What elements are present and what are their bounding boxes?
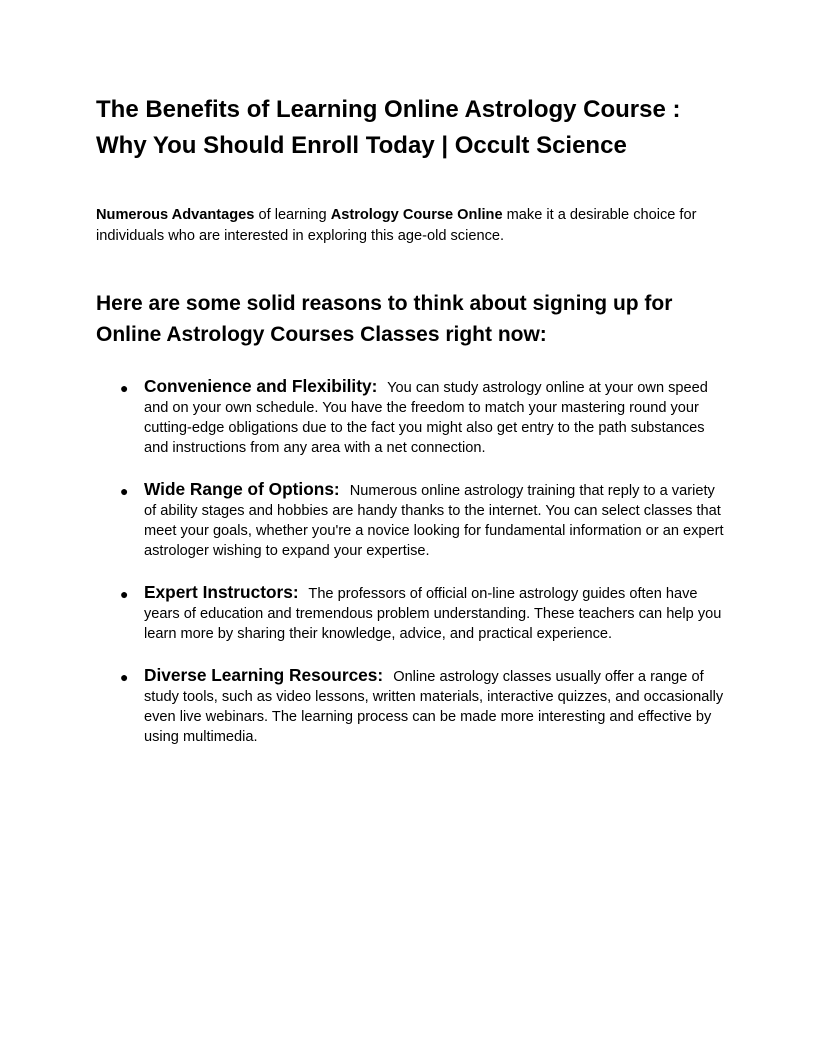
list-item-instructors	[96, 582, 724, 644]
reasons-list	[96, 376, 724, 747]
intro-text-2: make it a desirable choice for individuals who are interested in exploring this age-old science.	[96, 207, 697, 244]
list-item-body: You can study astrology online at your own speed and on your own schedule. You have the freedom to match your mastering round your cutting-edge obligations due to the fact you might also get entry to the path substances and instructions from any area with a net connection.	[144, 380, 708, 456]
bullet-icon: ●	[120, 669, 129, 685]
intro-lead-bold: Numerous Advantages	[96, 207, 255, 223]
bullet-icon: ●	[120, 380, 129, 396]
intro-text-1: of learning	[254, 207, 331, 223]
list-item-heading: Convenience and Flexibility:	[144, 376, 378, 396]
list-item-range	[96, 479, 724, 561]
intro-course-bold: Astrology Course Online	[330, 207, 503, 223]
document-page	[96, 92, 724, 745]
list-item-body: The professors of official on-line astrology guides often have years of education and tremendous problem understanding. These teachers can help you learn more by sharing their knowledge, advice, and practical experience.	[144, 586, 722, 642]
list-item-body: Numerous online astrology training that reply to a variety of ability stages and hobbies are handy thanks to the internet. You can select classes that meet your goals, whether you're a novice looking for fundamental information or an expert astrologer wishing to expand your expertise.	[144, 483, 724, 559]
bullet-icon: ●	[120, 586, 129, 602]
list-item-convenience	[96, 376, 724, 458]
page-title: The Benefits of Learning Online Astrology Course : Why You Should Enroll Today | Occult Science	[96, 96, 681, 159]
list-item-heading: Wide Range of Options:	[144, 479, 340, 499]
intro-paragraph	[96, 205, 724, 247]
bullet-icon: ●	[120, 483, 129, 499]
list-item-resources	[96, 665, 724, 747]
list-item-heading: Diverse Learning Resources:	[144, 665, 384, 685]
list-item-heading: Expert Instructors:	[144, 582, 299, 602]
list-item-body: Online astrology classes usually offer a range of study tools, such as video lessons, written materials, interactive quizzes, and occasionally even live webinars. The learning process can be made more interesting and effective by using multimedia.	[144, 669, 724, 745]
reasons-subheading: Here are some solid reasons to think about signing up for Online Astrology Courses Classes right now:	[96, 292, 673, 346]
